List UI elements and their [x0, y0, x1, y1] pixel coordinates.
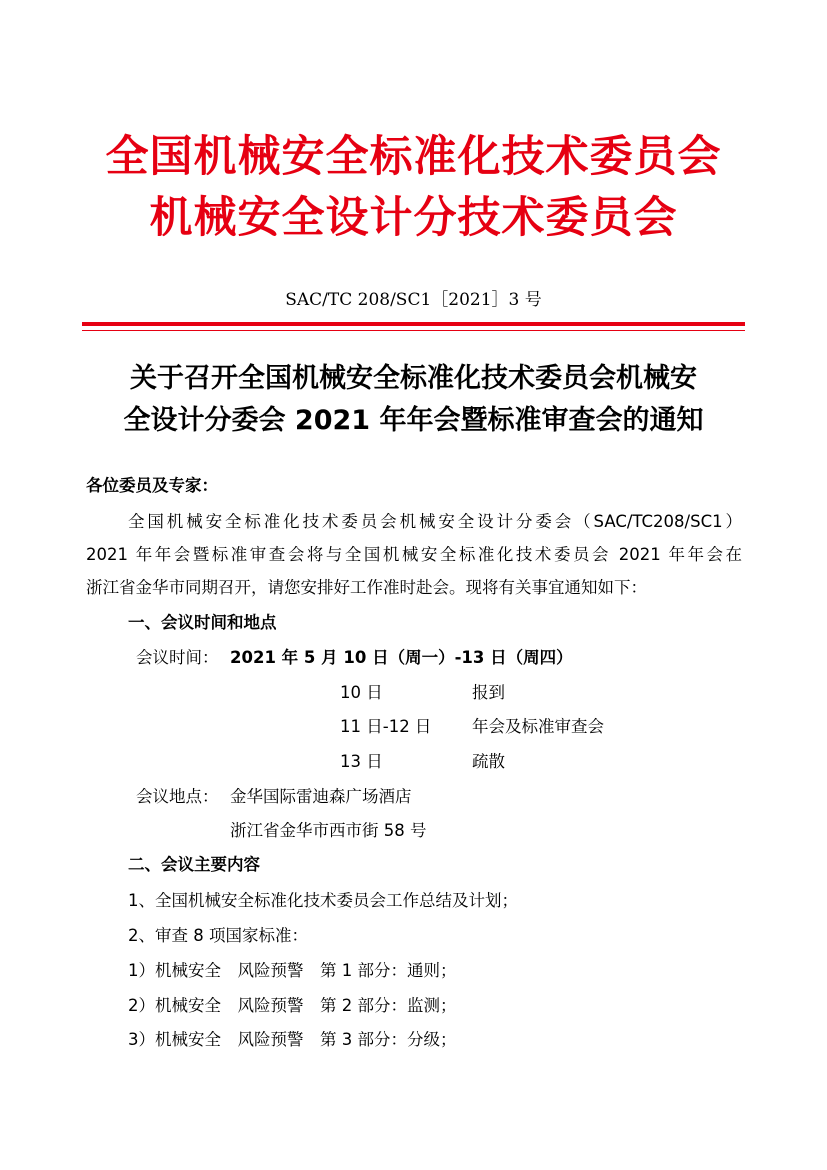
document-title-line-2: 全设计分委会 2021 年年会暨标准审查会的通知 [123, 405, 704, 436]
schedule-day: 10 日 [340, 683, 383, 702]
salutation: 各位委员及专家： [86, 476, 218, 495]
schedule-day: 11 日-12 日 [340, 717, 432, 736]
letterhead-line-2: 机械安全设计分技术委员会 [149, 193, 678, 243]
red-divider-thick [82, 322, 745, 326]
standard-item: 1）机械安全 风险预警 第 1 部分：通则； [128, 961, 457, 980]
meeting-time-label: 会议时间： [136, 648, 219, 667]
standard-item: 2）机械安全 风险预警 第 2 部分：监测； [128, 996, 457, 1015]
schedule-activity: 年会及标准审查会 [472, 717, 604, 736]
document-title-line-1: 关于召开全国机械安全标准化技术委员会机械安 [130, 363, 697, 394]
intro-paragraph-line-3: 浙江省金华市同期召开，请您安排好工作准时赴会。现将有关事宜通知如下： [86, 578, 647, 597]
content-item: 2、审查 8 项国家标准： [128, 926, 308, 945]
meeting-place-label: 会议地点： [136, 787, 219, 806]
meeting-place-name: 金华国际雷迪森广场酒店 [230, 787, 412, 806]
red-divider-thin [82, 330, 745, 331]
intro-paragraph-line-2: 2021 年年会暨标准审查会将与全国机械安全标准化技术委员会 2021 年年会在 [86, 545, 742, 564]
intro-paragraph-line-1: 全国机械安全标准化技术委员会机械安全设计分委会（SAC/TC208/SC1） [128, 512, 742, 531]
meeting-time-value: 2021 年 5 月 10 日（周一）-13 日（周四） [230, 648, 573, 667]
section-1-heading: 一、会议时间和地点 [128, 613, 277, 632]
schedule-activity: 报到 [472, 683, 505, 702]
document-number: SAC/TC 208/SC1［2021］3 号 [285, 290, 542, 310]
standard-item: 3）机械安全 风险预警 第 3 部分：分级； [128, 1030, 457, 1049]
letterhead-line-1: 全国机械安全标准化技术委员会 [105, 132, 722, 182]
section-2-heading: 二、会议主要内容 [128, 855, 260, 874]
content-item: 1、全国机械安全标准化技术委员会工作总结及计划； [128, 891, 518, 910]
schedule-activity: 疏散 [472, 752, 505, 771]
schedule-day: 13 日 [340, 752, 383, 771]
meeting-place-address: 浙江省金华市西市街 58 号 [230, 821, 427, 840]
